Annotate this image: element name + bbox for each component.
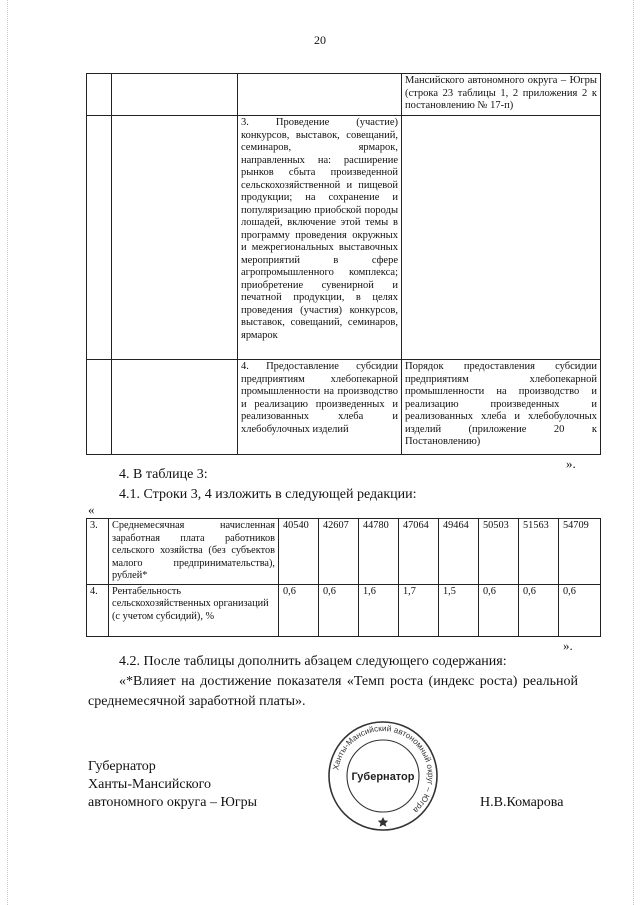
signer-title: Губернатор — [88, 759, 156, 774]
value-cell: 0,6 — [519, 584, 559, 636]
requirement-cell: Порядок предоставления субсидии предприятиям хлебопекарной промышленности на производство и реализацию произведенных и реализованных хлеба и хлебобулочных изделий (приложение 20 к Постановлению) — [402, 360, 601, 455]
value-cell: 0,6 — [279, 584, 319, 636]
table-cell — [112, 116, 238, 360]
table-row — [87, 360, 601, 455]
requirement-cell: Мансийского автономного округа – Югры (строка 23 таблицы 1, 2 приложения 2 к постановлению № 17-п) — [402, 74, 601, 116]
value-cell: 0,6 — [479, 584, 519, 636]
value-cell: 50503 — [479, 519, 519, 585]
row-number: 3. — [87, 519, 109, 585]
closing-quote: ». — [566, 456, 576, 471]
table-row — [87, 584, 601, 636]
table-cell — [87, 74, 112, 116]
indicators-table — [86, 518, 601, 637]
value-cell: 42607 — [319, 519, 359, 585]
scan-edge-left — [7, 0, 8, 905]
table-row — [87, 116, 601, 360]
table-row — [87, 519, 601, 585]
scan-edge-right — [633, 0, 634, 905]
requirement-cell — [402, 116, 601, 360]
value-cell: 47064 — [399, 519, 439, 585]
value-cell: 0,6 — [319, 584, 359, 636]
seal-center-text: Губернатор — [351, 771, 415, 783]
paragraph-quote: «*Влияет на достижение показателя «Темп роста (индекс роста) реальной среднемесячной заработной платы». — [88, 674, 578, 709]
table-cell — [112, 360, 238, 455]
value-cell: 51563 — [519, 519, 559, 585]
indicator-name: Рентабельность сельскохозяйственных организаций (с учетом субсидий), % — [109, 584, 279, 636]
measure-cell: 3. Проведение (участие) конкурсов, выставок, совещаний, семинаров, ярмарок, направленных на: расширение рынков сбыта произведенной сельскохозяйственной и пищевой продукции; на сохранение и популяризацию приобской породы лошадей, включение этой темы в программу проведения окружных и межрегиональных выставочных мероприятий в сфере агропромышленного комплекса; приобретение сувенирной и печатной продукции, в целях проведения (участия) конкурсов, выставок, совещаний, семинаров, ярмарок — [238, 116, 402, 360]
value-cell: 40540 — [279, 519, 319, 585]
section-heading: 4.1. Строки 3, 4 изложить в следующей редакции: — [119, 487, 417, 502]
indicator-name: Среднемесячная начисленная заработная плата работников сельского хозяйства (без субъектов малого предпринимательства), рублей* — [109, 519, 279, 585]
table-cell — [87, 360, 112, 455]
signer-title: автономного округа – Югры — [88, 795, 257, 810]
value-cell: 49464 — [439, 519, 479, 585]
measures-table — [86, 73, 601, 455]
signer-name: Н.В.Комарова — [480, 795, 564, 810]
value-cell: 0,6 — [559, 584, 601, 636]
table-row — [87, 74, 601, 116]
value-cell: 1,6 — [359, 584, 399, 636]
closing-quote: ». — [563, 638, 573, 653]
official-seal — [327, 720, 439, 832]
row-number: 4. — [87, 584, 109, 636]
table-cell — [112, 74, 238, 116]
value-cell: 1,7 — [399, 584, 439, 636]
value-cell: 44780 — [359, 519, 399, 585]
value-cell: 54709 — [559, 519, 601, 585]
table-cell — [87, 116, 112, 360]
seal-ring-text: Ханты-Мансийский автономный округ – Югра — [331, 723, 436, 815]
paragraph: 4.2. После таблицы дополнить абзацем следующего содержания: — [119, 654, 507, 669]
value-cell: 1,5 — [439, 584, 479, 636]
measure-cell: 4. Предоставление субсидии предприятиям хлебопекарной промышленности на производство и реализацию произведенных и реализованных хлеба и хлебобулочных изделий — [238, 360, 402, 455]
star-icon — [378, 817, 388, 827]
opening-quote: « — [88, 502, 95, 517]
table-cell — [238, 74, 402, 116]
section-heading: 4. В таблице 3: — [119, 467, 208, 482]
signer-title: Ханты-Мансийского — [88, 777, 212, 792]
page-number: 20 — [314, 33, 326, 47]
